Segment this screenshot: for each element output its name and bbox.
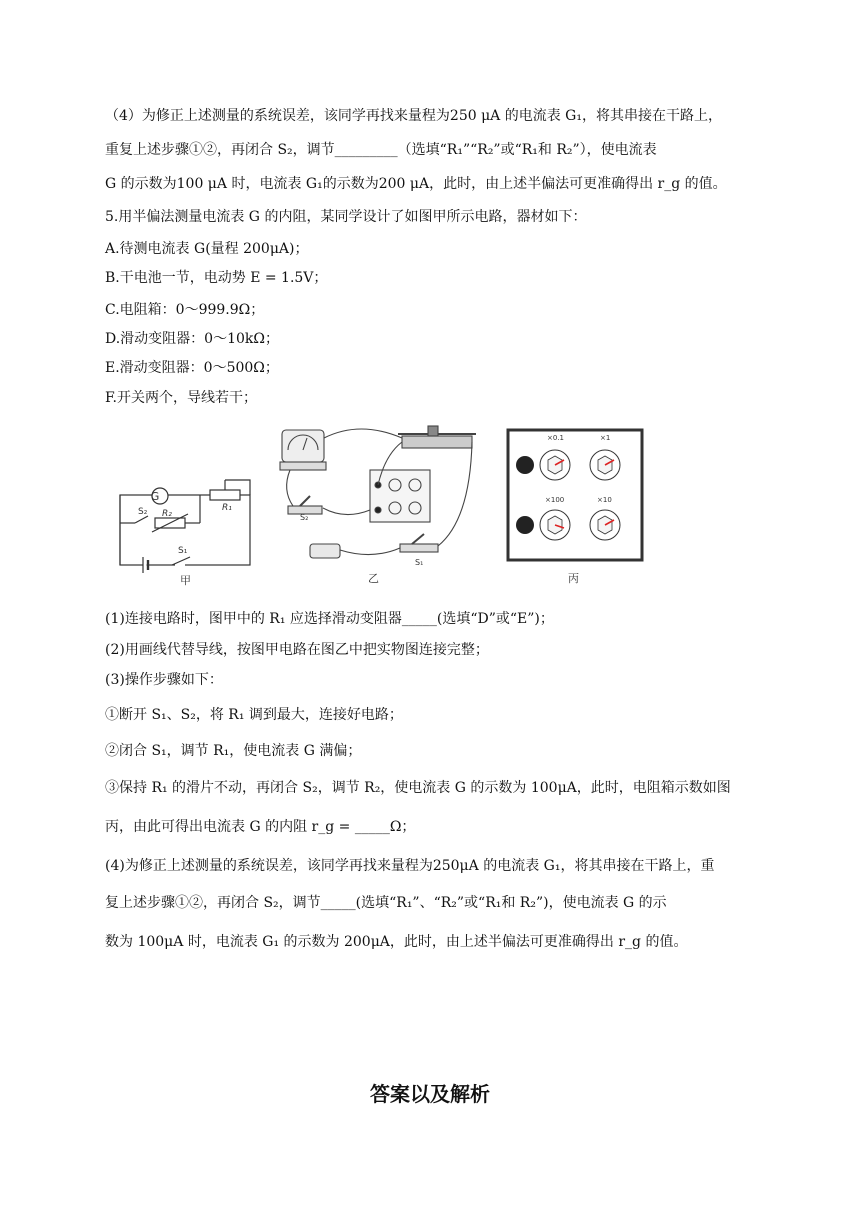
label-jia: 甲 — [180, 574, 191, 587]
dial-mult-01: ×0.1 — [547, 434, 564, 442]
figure-jia — [120, 480, 250, 573]
q5-sub4-line2: 复上述步骤①②，再闭合 S₂，调节_____(选填“R₁”、“R₂”或“R₁和 R₂”)，使电流表 G 的示 — [105, 895, 667, 911]
q5-item-a: A.待测电流表 G(量程 200μA)； — [105, 241, 309, 257]
label-g: G — [150, 490, 160, 503]
q5-sub4-line1: (4)为修正上述测量的系统误差，该同学再找来量程为250μA 的电流表 G₁，将其串接在干路上，重 — [105, 858, 715, 874]
label-s2: S₂ — [138, 507, 148, 517]
label-r2: R₂ — [162, 509, 172, 519]
q5-item-e: E.滑动变阻器：0～500Ω； — [105, 360, 279, 376]
prev-q4-line3: G 的示数为100 μA 时，电流表 G₁的示数为200 μA，此时，由上述半偏法可更准确得出 r_g 的值。 — [105, 176, 727, 192]
prev-q4-line2: 重复上述步骤①②，再闭合 S₂，调节_________（选填“R₁”“R₂”或“R₁和 R₂”），使电流表 — [105, 142, 657, 158]
q5-step1: ①断开 S₁、S₂，将 R₁ 调到最大，连接好电路； — [105, 707, 403, 723]
figure-yi — [280, 426, 476, 558]
q5-sub4-line3: 数为 100μA 时，电流表 G₁ 的示数为 200μA，此时，由上述半偏法可更准确得出 r_g 的值。 — [105, 934, 688, 950]
q5-sub2: (2)用画线代替导线，按图甲电路在图乙中把实物图连接完整； — [105, 642, 489, 658]
prev-q4-line1: （4）为修正上述测量的系统误差，该同学再找来量程为250 μA 的电流表 G₁，将其串接在干路上， — [105, 108, 722, 124]
q5-sub1: (1)连接电路时，图甲中的 R₁ 应选择滑动变阻器_____(选填“D”或“E”)； — [105, 611, 554, 627]
label-yi-s2: S₂ — [300, 513, 309, 522]
dial-mult-100: ×100 — [545, 496, 565, 504]
q5-item-c: C.电阻箱：0～999.9Ω； — [105, 302, 265, 318]
label-s1: S₁ — [178, 546, 188, 556]
q5-step3-line1: ③保持 R₁ 的滑片不动，再闭合 S₂，调节 R₂，使电流表 G 的示数为 100μA，此时，电阻箱示数如图 — [105, 780, 731, 796]
circuit-figure — [110, 410, 670, 590]
q5-step3-line2: 丙，由此可得出电流表 G 的内阻 r_g = _____Ω； — [105, 819, 416, 835]
dial-mult-10: ×10 — [597, 496, 612, 504]
label-yi: 乙 — [368, 572, 379, 585]
q5-item-b: B.干电池一节，电动势 E = 1.5V； — [105, 270, 328, 286]
dial-mult-1: ×1 — [600, 434, 611, 442]
figure-bing — [508, 430, 642, 560]
q5-intro: 5.用半偏法测量电流表 G 的内阻，某同学设计了如图甲所示电路，器材如下： — [105, 209, 587, 225]
q5-item-f: F.开关两个，导线若干； — [105, 390, 257, 406]
label-bing: 丙 — [568, 572, 579, 585]
label-yi-s1: S₁ — [415, 558, 424, 567]
answer-section-title: 答案以及解析 — [370, 1082, 490, 1106]
label-r1: R₁ — [222, 503, 232, 513]
q5-step2: ②闭合 S₁，调节 R₁，使电流表 G 满偏； — [105, 743, 362, 759]
q5-sub3: (3)操作步骤如下： — [105, 672, 223, 688]
q5-item-d: D.滑动变阻器：0～10kΩ； — [105, 331, 279, 347]
